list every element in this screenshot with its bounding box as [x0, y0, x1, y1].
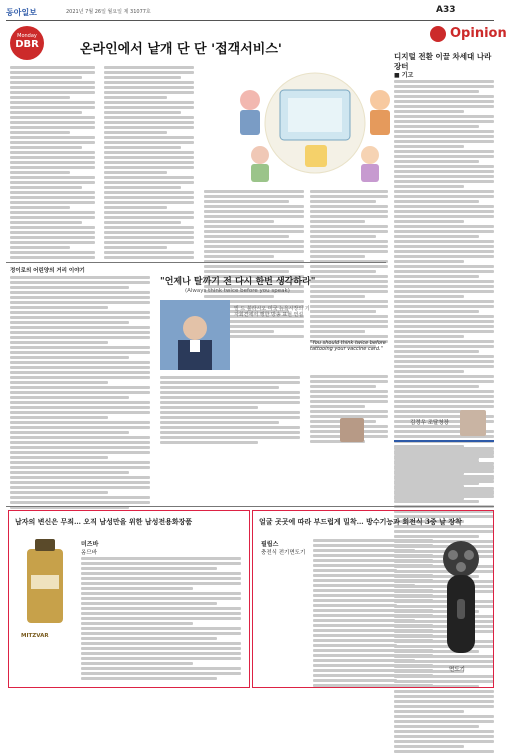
ad2-headline: 얼굴 곳곳에 따라 부드럽게 밀착… 방수기능과 회전식 3중 날 장착 — [259, 517, 462, 526]
section-divider — [6, 262, 386, 263]
badge-day: Monday — [17, 33, 37, 39]
issue-date: 2021년 7월 26일 월요일 제 31077호 — [66, 9, 151, 15]
ad2-sub: 충전식 전기면도기 — [261, 550, 306, 556]
ad2-product-image — [433, 539, 489, 659]
middle-quote: "You should think twice before tattooing your vaccine card." — [310, 340, 387, 352]
middle-photo-caption: 빌 드 블라시오 미국 뉴욕시장의 기자회견에서 행한 방송 표현 연설 — [234, 306, 310, 318]
opinion-label: Opinion — [450, 26, 507, 41]
columnist-photo — [340, 418, 364, 442]
footer-rule — [6, 506, 494, 507]
feature-body-col1 — [10, 66, 95, 261]
right-column-title: 디지털 전환 이끌 차세대 나라장터 — [394, 52, 492, 71]
middle-subtitle: (Always think twice before you speak) — [185, 288, 290, 294]
badge-code: DBR — [15, 39, 39, 50]
ad-electric-shaver — [252, 510, 494, 688]
right-column-tag: ■ 기고 — [394, 72, 414, 79]
dbr-badge — [10, 26, 44, 60]
feature-body-col2 — [104, 66, 194, 261]
right-column-author: 김정우 조달청장 — [410, 420, 449, 426]
opinion-badge — [430, 24, 507, 48]
ad-men-cosmetics — [8, 510, 250, 688]
middle-body-col2 — [160, 376, 300, 446]
newspaper-logo: 동아일보 — [6, 8, 37, 17]
masthead — [6, 4, 494, 24]
ad1-product-image — [17, 539, 73, 629]
ad1-sub: 옴므바 — [81, 550, 97, 556]
opinion-icon — [430, 26, 446, 42]
author-photo — [460, 410, 486, 436]
ad2-body — [313, 539, 433, 689]
middle-body-col1 — [10, 276, 150, 511]
ad2-brand: 필립스 — [261, 541, 279, 548]
feature-headline: 온라인에서 낱개 단 단 '접객서비스' — [80, 42, 282, 57]
ad1-body — [81, 557, 241, 682]
right-bottom-box — [394, 440, 494, 504]
middle-title: "언제나 탈까기 전 다시 한번 생각하라" — [160, 277, 316, 287]
feature-illustration — [210, 60, 420, 185]
ad2-product-label: 면도기 — [449, 667, 465, 673]
ad1-brand: 미즈바 — [81, 541, 99, 548]
ad1-headline: 남자의 변신은 무죄… 오직 남성만을 위한 남성전용화장품 — [15, 517, 193, 526]
page-number: A33 — [436, 5, 456, 15]
middle-column-tag: 정이로의 어린양의 거리 이야기 — [10, 268, 85, 274]
middle-photo — [160, 300, 230, 370]
ad1-product-label: MITZVAR — [21, 633, 49, 639]
